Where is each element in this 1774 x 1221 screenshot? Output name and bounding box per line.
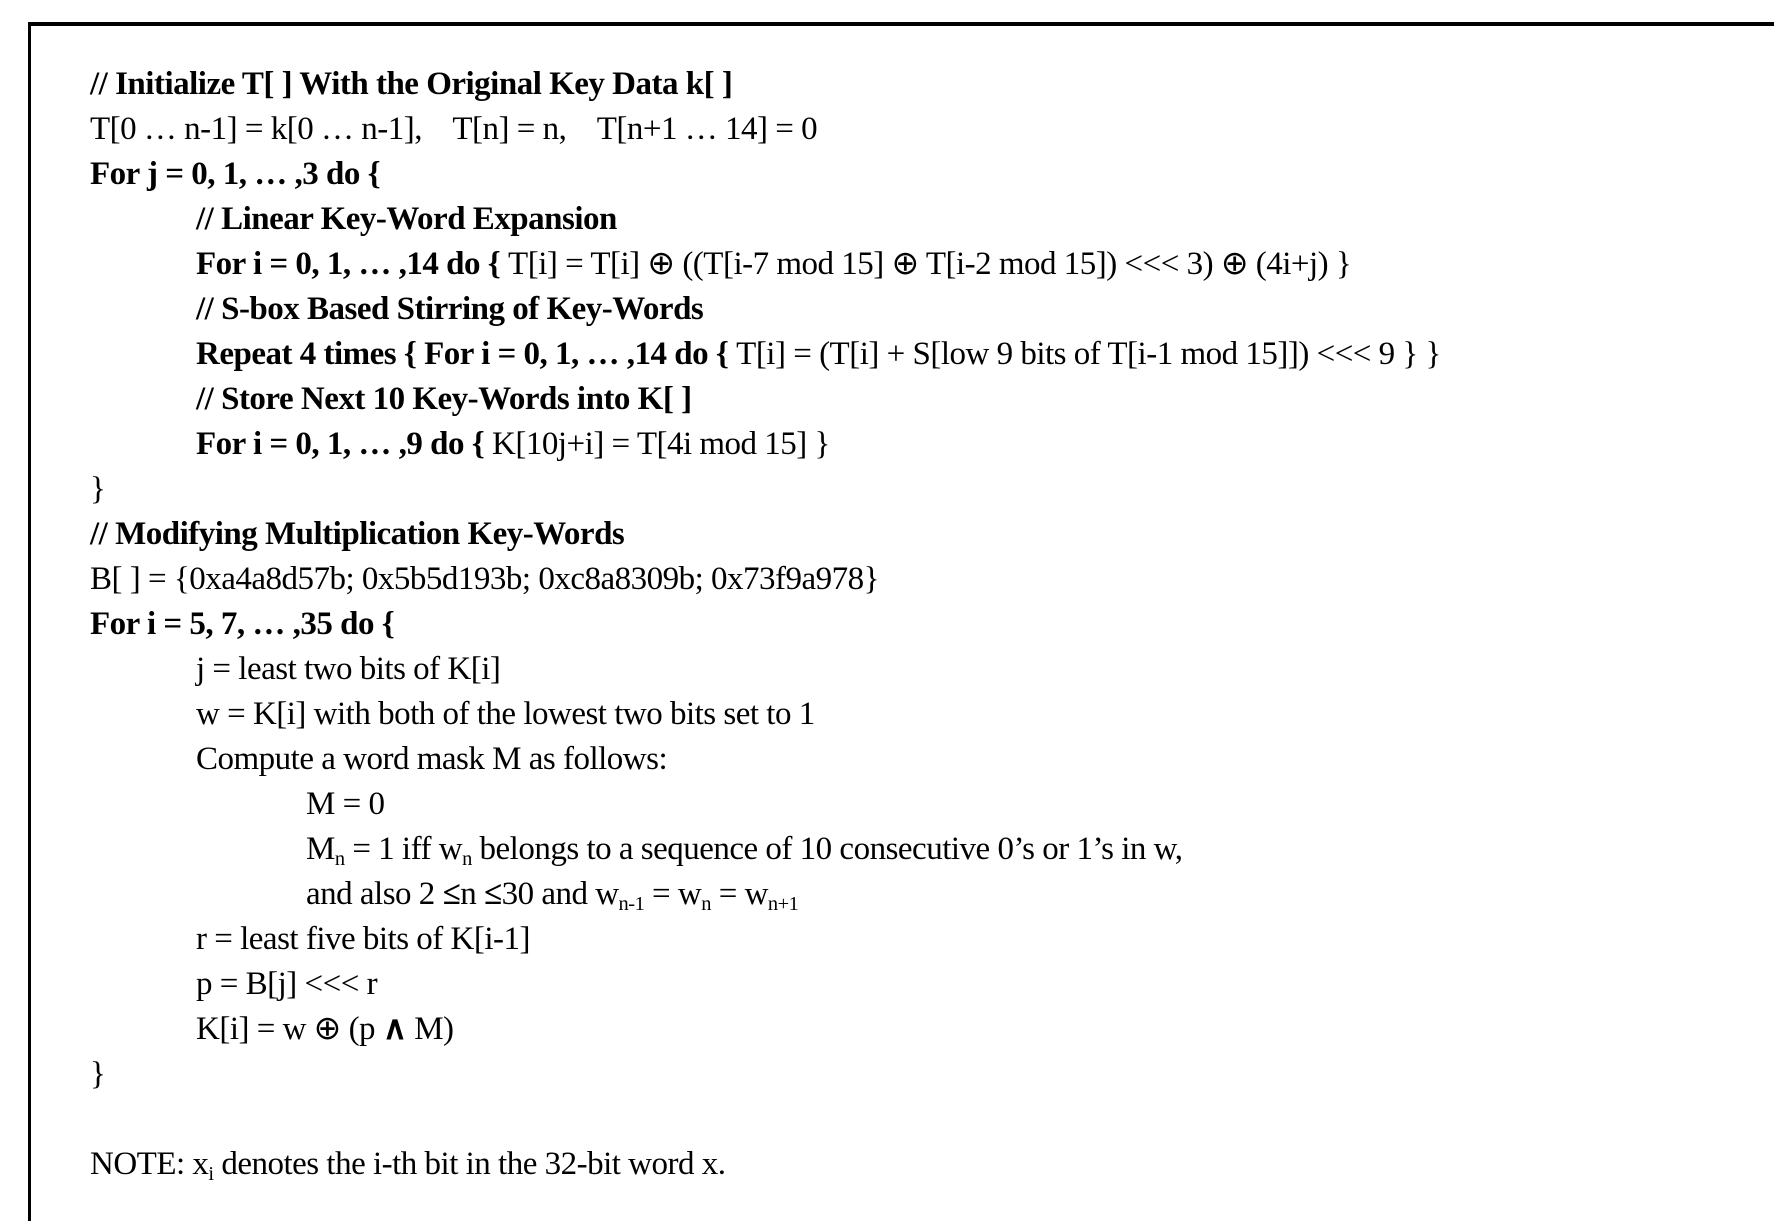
code-text: K[10j+i] = T[4i mod 15] } bbox=[492, 426, 830, 462]
code-keyword: For i = 5, 7, … ,35 do { bbox=[90, 606, 395, 642]
code-line bbox=[90, 152, 1774, 197]
code-line bbox=[90, 107, 1774, 152]
code-text: = 1 iff w bbox=[344, 831, 463, 867]
code-line bbox=[90, 557, 1774, 602]
code-keyword: // Initialize T[ ] With the Original Key Data k[ ] bbox=[90, 66, 733, 102]
code-line bbox=[90, 1142, 1774, 1187]
figure-border-box bbox=[28, 22, 1774, 1221]
code-line bbox=[90, 512, 1774, 557]
code-line bbox=[90, 962, 1774, 1007]
code-text: T[i] = T[i] ⊕ ((T[i-7 mod 15] ⊕ T[i-2 mod 15]) <<< 3) ⊕ (4i+j) } bbox=[508, 246, 1352, 282]
code-line bbox=[90, 1052, 1774, 1097]
code-line bbox=[90, 647, 1774, 692]
subscript: n-1 bbox=[618, 892, 645, 915]
code-line bbox=[90, 782, 1774, 827]
code-keyword: // Modifying Multiplication Key-Words bbox=[90, 516, 625, 552]
code-keyword: For i = 0, 1, … ,9 do { bbox=[196, 426, 493, 462]
code-line bbox=[90, 422, 1774, 467]
code-text: T[i] = (T[i] + S[low 9 bits of T[i-1 mod 15]]) <<< 9 } } bbox=[736, 336, 1441, 372]
code-text: } bbox=[90, 471, 106, 507]
code-keyword: // Store Next 10 Key-Words into K[ ] bbox=[196, 381, 692, 417]
code-line bbox=[90, 377, 1774, 422]
code-text: = w bbox=[710, 876, 768, 912]
code-keyword: // S-box Based Stirring of Key-Words bbox=[196, 291, 704, 327]
code-text: K[i] = w ⊕ (p bbox=[196, 1011, 383, 1047]
code-line bbox=[90, 287, 1774, 332]
code-text: B[ ] = {0xa4a8d57b; 0x5b5d193b; 0xc8a8309b; 0x73f9a978} bbox=[90, 561, 880, 597]
code-text: T[0 … n-1] = k[0 … n-1], T[n] = n, T[n+1 … 14] = 0 bbox=[90, 111, 818, 147]
code-text: denotes the i-th bit in the 32-bit word x. bbox=[213, 1146, 726, 1182]
code-text: j = least two bits of K[i] bbox=[196, 651, 501, 687]
code-keyword: ∧ bbox=[382, 1011, 407, 1047]
code-text: = w bbox=[644, 876, 702, 912]
code-keyword: ≤ bbox=[483, 876, 502, 912]
code-keyword: For j = 0, 1, … ,3 do { bbox=[90, 156, 381, 192]
code-text: and also 2 bbox=[306, 876, 443, 912]
code-line bbox=[90, 332, 1774, 377]
code-line bbox=[90, 602, 1774, 647]
code-keyword: ≤ bbox=[442, 876, 461, 912]
code-line bbox=[90, 872, 1774, 917]
subscript: i bbox=[208, 1162, 214, 1185]
code-text: M bbox=[306, 831, 335, 867]
code-text: Compute a word mask M as follows: bbox=[196, 741, 668, 777]
subscript: n+1 bbox=[767, 892, 799, 915]
code-line bbox=[90, 827, 1774, 872]
code-text: M) bbox=[406, 1011, 454, 1047]
subscript: n bbox=[701, 892, 711, 915]
code-text: p = B[j] <<< r bbox=[196, 966, 378, 1002]
subscript: n bbox=[462, 847, 472, 870]
code-line bbox=[90, 692, 1774, 737]
pseudocode bbox=[31, 26, 1774, 1187]
code-keyword: For i = 0, 1, … ,14 do { bbox=[196, 246, 509, 282]
code-text: belongs to a sequence of 10 consecutive 0’s or 1’s in w, bbox=[471, 831, 1183, 867]
code-keyword: Repeat 4 times { For i = 0, 1, … ,14 do { bbox=[196, 336, 737, 372]
code-text: NOTE: x bbox=[90, 1146, 209, 1182]
code-line bbox=[90, 737, 1774, 782]
code-line bbox=[90, 197, 1774, 242]
code-line bbox=[90, 242, 1774, 287]
code-keyword: // Linear Key-Word Expansion bbox=[196, 201, 617, 237]
code-line bbox=[90, 62, 1774, 107]
subscript: n bbox=[334, 847, 345, 870]
code-text: n bbox=[460, 876, 484, 912]
code-text: M = 0 bbox=[306, 786, 385, 822]
code-line bbox=[90, 467, 1774, 512]
code-text: w = K[i] with both of the lowest two bits set to 1 bbox=[196, 696, 815, 732]
code-text: } bbox=[90, 1056, 106, 1092]
code-line bbox=[90, 1007, 1774, 1052]
code-line bbox=[90, 917, 1774, 962]
code-text: 30 and w bbox=[501, 876, 619, 912]
code-text: r = least five bits of K[i-1] bbox=[196, 921, 531, 957]
